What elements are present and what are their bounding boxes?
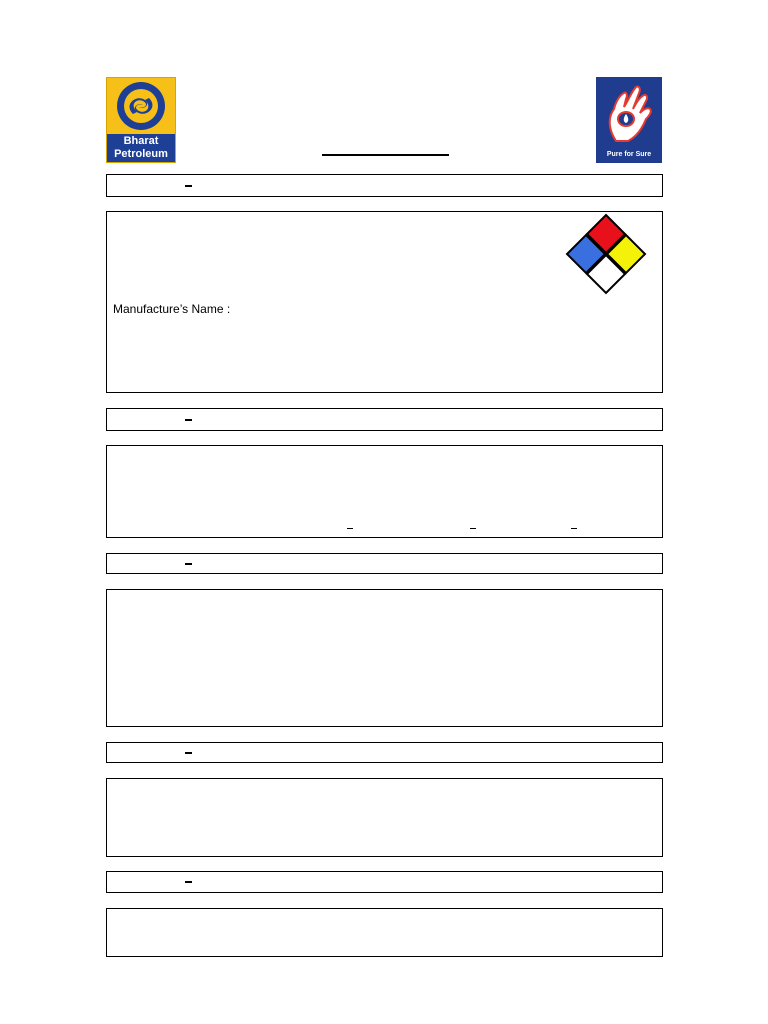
bp-emblem-icon bbox=[107, 78, 175, 134]
section-2-dash bbox=[185, 419, 192, 421]
section-5-body bbox=[106, 908, 663, 957]
section-1-header bbox=[106, 174, 663, 197]
section-2-dash-a bbox=[347, 528, 353, 529]
section-2-dash-b bbox=[470, 528, 476, 529]
nfpa-hazard-diamond-icon bbox=[565, 212, 647, 296]
section-2-body bbox=[106, 445, 663, 538]
pure-for-sure-logo bbox=[596, 77, 662, 163]
bp-logo-text bbox=[107, 134, 175, 162]
section-1-dash bbox=[185, 185, 192, 187]
section-2-dash-c bbox=[571, 528, 577, 529]
section-3-body bbox=[106, 589, 663, 727]
section-4-header bbox=[106, 742, 663, 763]
section-5-dash bbox=[185, 881, 192, 883]
section-3-dash bbox=[185, 563, 192, 565]
manufacturer-name-label: Manufacture’s Name : bbox=[113, 302, 231, 316]
section-3-header bbox=[106, 553, 663, 574]
bp-logo-line2: Petroleum bbox=[114, 148, 168, 160]
section-4-dash bbox=[185, 752, 192, 754]
ok-hand-icon bbox=[602, 83, 656, 145]
bharat-petroleum-logo bbox=[106, 77, 176, 163]
section-1-body bbox=[106, 211, 663, 393]
title-underline bbox=[322, 154, 449, 156]
section-4-body bbox=[106, 778, 663, 857]
bp-logo-line1: Bharat bbox=[123, 135, 159, 147]
pure-for-sure-caption: Pure for Sure bbox=[606, 151, 652, 158]
section-2-header bbox=[106, 408, 663, 431]
section-5-header bbox=[106, 871, 663, 893]
